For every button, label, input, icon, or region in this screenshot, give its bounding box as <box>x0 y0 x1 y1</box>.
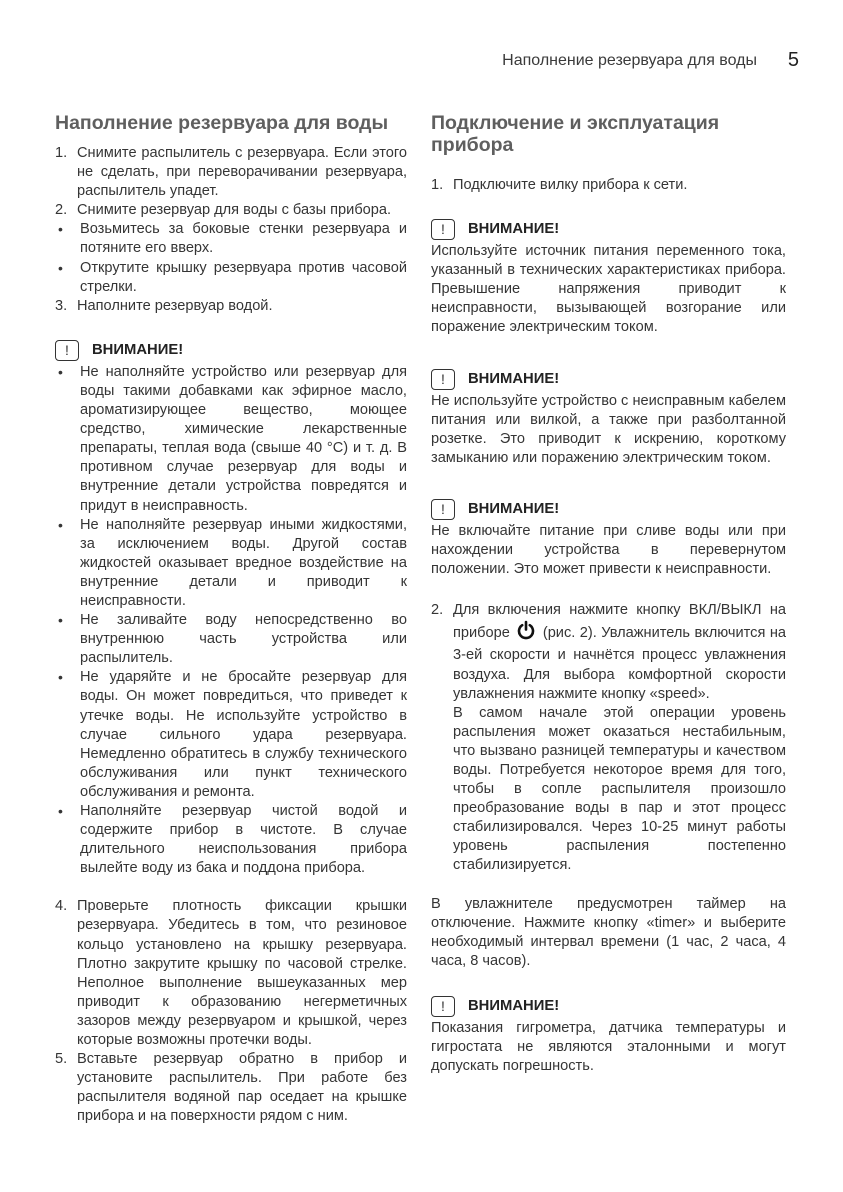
list-marker: 3. <box>55 297 68 314</box>
warning-block <box>431 499 786 579</box>
warning-label: ВНИМАНИЕ! <box>468 997 560 1014</box>
list-item-text: Открутите крышку резервуара против часовой стрелки. <box>80 259 407 295</box>
warning-block <box>431 996 786 1076</box>
list-item <box>55 897 407 1050</box>
list-item-text: Вставьте резервуар обратно в прибор и установите распылитель. При работе без распылителя водяной пар оседает на крышке прибора и на поверхности рядом с ним. <box>77 1051 407 1125</box>
warning-block <box>431 219 786 337</box>
bullet-marker: • <box>58 612 63 629</box>
bullet-marker: • <box>58 516 63 533</box>
warning-text: Показания гигрометра, датчика температуры и гигростата не являются эталонными и могут допускать погрешность. <box>431 1019 786 1075</box>
list-item <box>431 176 786 195</box>
list-item <box>55 220 407 258</box>
list-item <box>55 144 407 201</box>
list-marker: 1. <box>431 177 444 193</box>
warning-exclamation-icon: ! <box>431 369 455 390</box>
page-number: 5 <box>787 49 799 71</box>
left-column <box>55 112 407 1127</box>
warning-label: ВНИМАНИЕ! <box>468 221 560 238</box>
list-item <box>55 668 407 802</box>
list-item-text: В самом начале этой операции уровень распыления может оказаться нестабильным, что вызвано разницей температуры и качеством воды. Потребуется некоторое время для того, чтобы в сопле распылителя произошло преобразование воды в пар и этот процесс стабилизировался. Через 10-25 минут работы уровень распыления постепенно стабилизируется. <box>453 704 786 874</box>
bullet-marker: • <box>58 803 63 819</box>
warning-block <box>55 340 407 879</box>
warning-exclamation-icon: ! <box>55 340 79 361</box>
list-item <box>55 363 407 516</box>
bullet-marker: • <box>58 259 63 276</box>
filling-steps-continued <box>55 897 407 1126</box>
bullet-marker: • <box>58 669 63 686</box>
warning-exclamation-icon: ! <box>431 996 455 1017</box>
list-item-text: Возьмитесь за боковые стенки резервуара и потяните его вверх. <box>80 221 407 257</box>
filling-steps <box>55 144 407 316</box>
list-item-text: Наполните резервуар водой. <box>77 297 273 314</box>
list-marker: 4. <box>55 898 68 915</box>
list-item <box>55 516 407 611</box>
right-column <box>431 112 786 1076</box>
warning-exclamation-icon: ! <box>431 499 455 520</box>
warning-text: Используйте источник питания переменного тока, указанный в технических характеристиках прибора. Превышение напряжения приводит к неисправности, вызывающей возгорание или поражение электрическим током. <box>431 243 786 336</box>
list-item-text <box>453 601 786 703</box>
warning-label: ВНИМАНИЕ! <box>92 341 184 358</box>
list-item-text: Не наполняйте устройство или резервуар для воды такими добавками как эфирное масло, ароматизирующее вещество, моющее средство, химические лекарственные препараты, теплая вода (свыше 40 °С) и т. д. В противном случае резервуар для воды и внутренние детали устройства повредятся и придут в неисправность. <box>80 363 407 514</box>
warning-label: ВНИМАНИЕ! <box>468 500 560 517</box>
list-item-text: Не ударяйте и не бросайте резервуар для воды. Он может повредиться, что приведет к утечке воды. Не используйте устройство в случае сильного удара резервуара. Немедленно обратитесь в службу технического обслуживания или пункт технического обслуживания и ремонта. <box>80 669 407 800</box>
power-icon <box>516 620 536 646</box>
list-item-text: Не наполняйте резервуар иными жидкостями, за исключением воды. Другой состав жидкостей оказывает вредное воздействие на внутренние детали и приводит к неисправности. <box>80 516 407 609</box>
section-heading-connection: Подключение и эксплуатация прибора <box>431 112 720 156</box>
warning-label: ВНИМАНИЕ! <box>468 370 560 387</box>
page-header-title: Наполнение резервуара для воды <box>502 52 757 69</box>
list-item-text: Проверьте плотность фиксации крышки резервуара. Убедитесь в том, что резиновое кольцо установлено на крышку резервуара. Плотно закрутите крышку по часовой стрелке. Неполное выполнение вышеуказанных мер приводит к образованию негерметичных зазоров между резервуаром и крышкой, через которые возможны протечки воды. <box>77 898 407 1049</box>
section-heading-filling: Наполнение резервуара для воды <box>55 112 389 134</box>
list-item <box>431 601 786 875</box>
list-item-text: Наполняйте резервуар чистой водой и содержите прибор в чистоте. В случае длительного неиспользования прибора вылейте воду из бака и поддона прибора. <box>80 803 407 877</box>
warning-text: Не включайте питание при сливе воды или при нахождении устройства в перевернутом положении. Это может привести к неисправности. <box>431 522 786 578</box>
list-item-text: Не заливайте воду непосредственно во внутреннюю часть устройства или распылитель. <box>80 612 407 667</box>
bullet-marker: • <box>58 221 63 238</box>
timer-paragraph: В увлажнителе предусмотрен таймер на отключение. Нажмите кнопку «timer» и выберите необходимый интервал времени (1 час, 2 часа, 4 часа, 8 часов). <box>431 895 786 969</box>
list-item <box>55 1050 407 1126</box>
bullet-marker: • <box>58 363 63 380</box>
warning-text: Не используйте устройство с неисправным кабелем питания или вилкой, а также при разболтанной розетке. Это приводит к искрению, короткому замыканию или поражению электрическим током. <box>431 392 786 466</box>
list-marker: 2. <box>431 602 444 619</box>
list-marker: 2. <box>55 202 68 219</box>
list-item-text: Снимите распылитель с резервуара. Если этого не сделать, при переворачивании резервуара, распылитель упадет. <box>77 145 407 200</box>
step-text-before-icon: Для включения нажмите кнопку ВКЛ/ВЫКЛ на приборе <box>453 602 786 642</box>
warning-exclamation-icon: ! <box>431 219 455 240</box>
list-item <box>55 802 407 878</box>
step-text-after-icon: (рис. 2). Увлажнитель включится на 3-ей скорости и начнётся процесс увлажнения воздуха. Для выбора комфортной скорости увлажнения нажмите кнопку «speed». <box>453 625 786 702</box>
list-item <box>55 611 407 668</box>
list-item <box>55 297 407 316</box>
list-marker: 1. <box>55 145 68 161</box>
list-item-text: Подключите вилку прибора к сети. <box>453 177 688 193</box>
list-item <box>55 259 407 297</box>
list-item <box>55 201 407 220</box>
list-item-text: Снимите резервуар для воды с базы прибора. <box>77 202 392 219</box>
warning-block <box>431 369 786 468</box>
list-marker: 5. <box>55 1051 68 1068</box>
